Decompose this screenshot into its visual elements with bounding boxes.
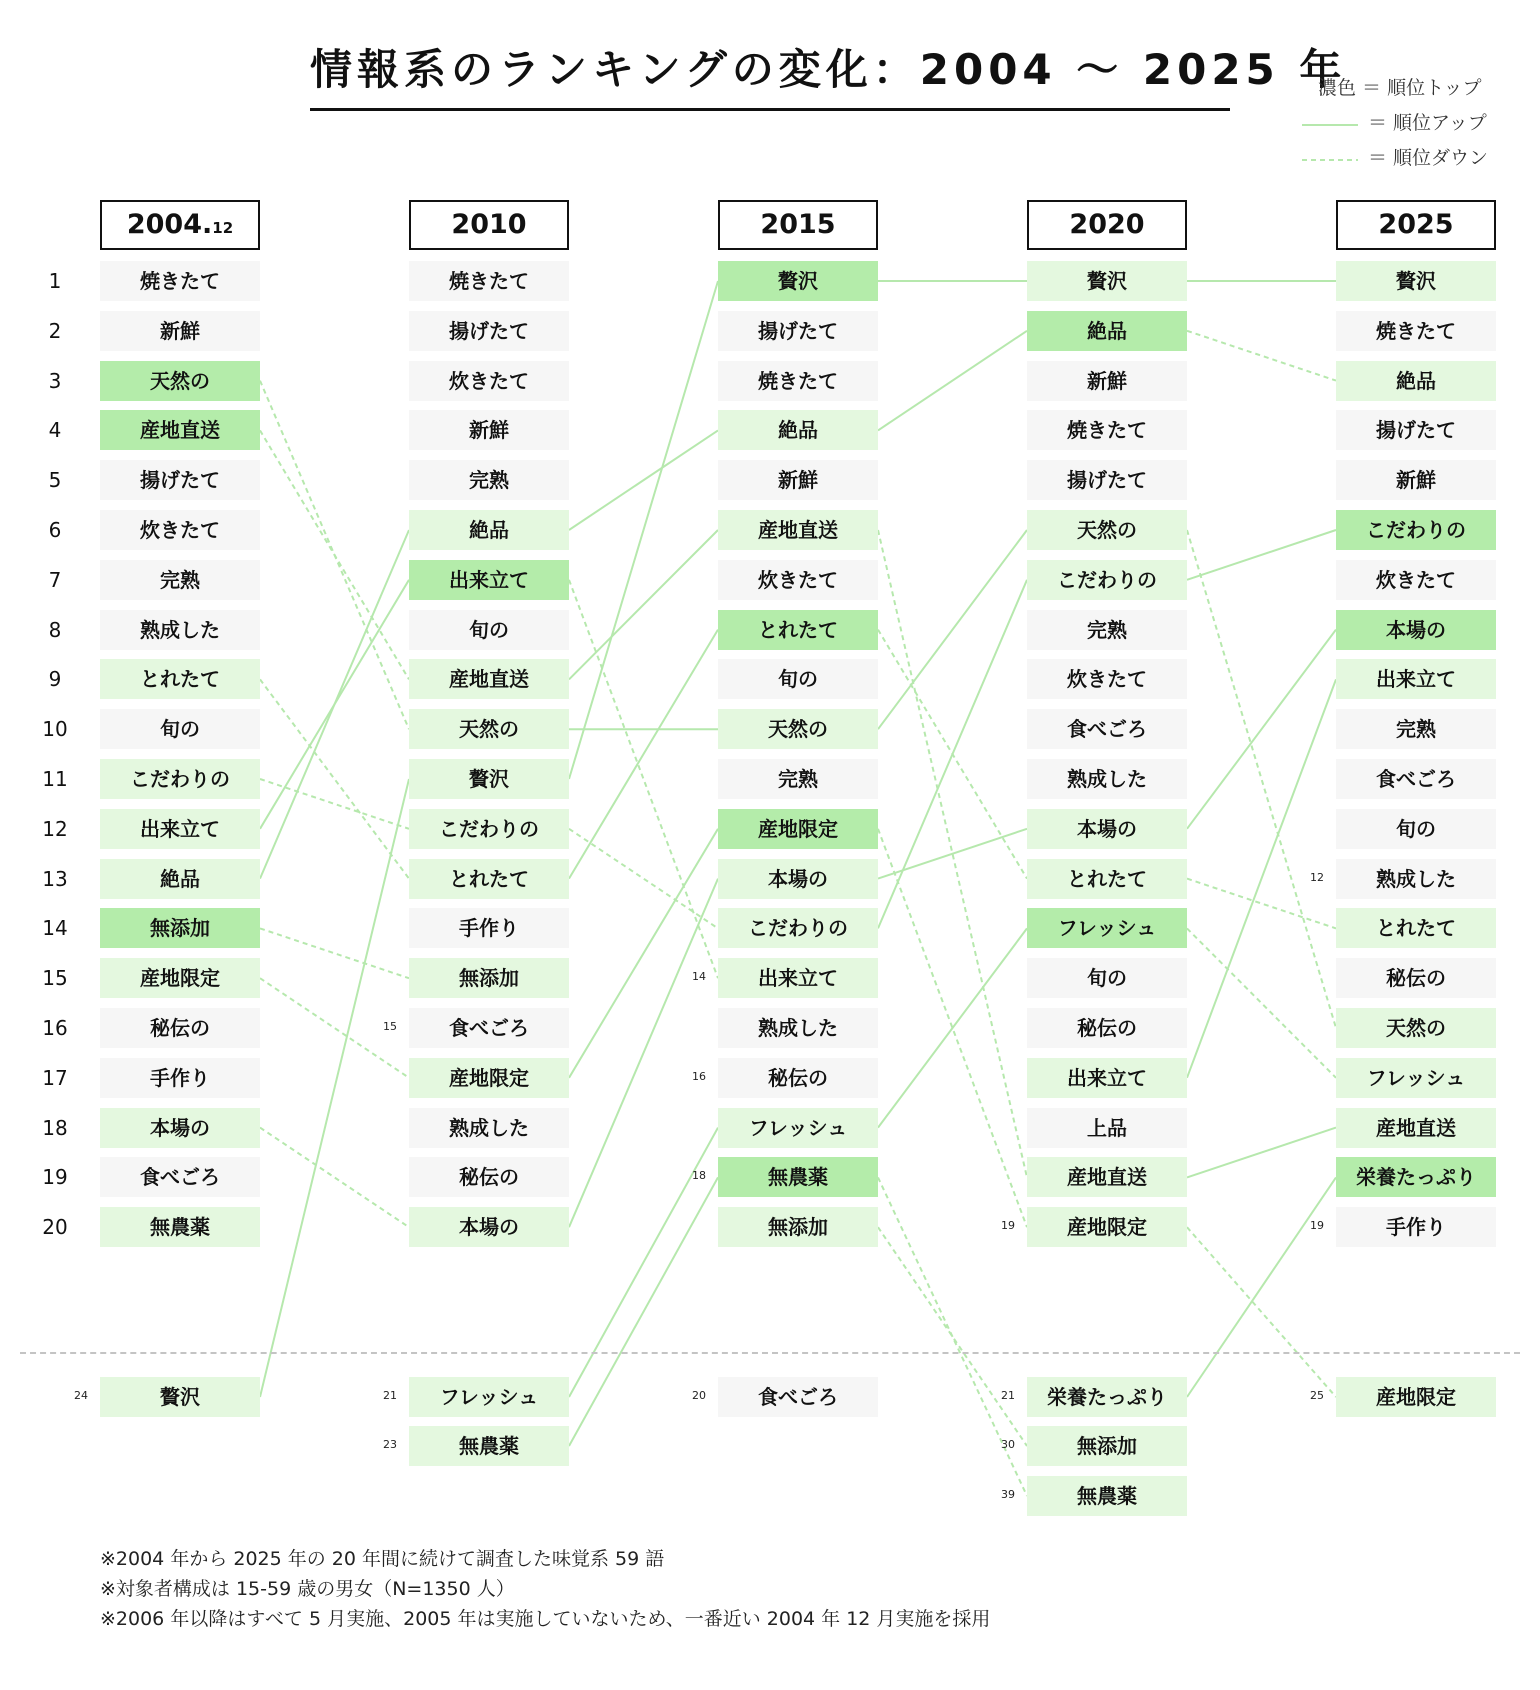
- ranking-item: 絶品: [1336, 361, 1496, 401]
- rank-change-line: [569, 1128, 718, 1397]
- ranking-item: 熟成した: [100, 610, 260, 650]
- rank-change-line: [878, 928, 1027, 1127]
- rank-change-line: [260, 530, 409, 879]
- item-rank-label: 39: [1001, 1488, 1015, 1501]
- rank-change-line: [569, 430, 718, 530]
- ranking-item: 出来立て: [718, 958, 878, 998]
- ranking-item: 完熟: [100, 560, 260, 600]
- ranking-item: 揚げたて: [1336, 410, 1496, 450]
- ranking-item: 出来立て: [409, 560, 569, 600]
- ranking-item: 無添加: [718, 1207, 878, 1247]
- ranking-item: 旬の: [100, 709, 260, 749]
- rank-number: 14: [42, 916, 68, 941]
- item-rank-label: 21: [383, 1389, 397, 1402]
- ranking-item: 無農薬: [409, 1426, 569, 1466]
- ranking-item: 産地限定: [409, 1058, 569, 1098]
- ranking-item: 新鮮: [718, 460, 878, 500]
- ranking-item: 天然の: [718, 709, 878, 749]
- rank-number: 8: [48, 617, 62, 642]
- ranking-item: とれたて: [1027, 859, 1187, 899]
- out-of-top20-divider: [20, 1352, 1520, 1354]
- ranking-item: 焼きたて: [409, 261, 569, 301]
- year-header: [409, 200, 569, 250]
- legend-up-label: ＝ 順位アップ: [1368, 112, 1487, 134]
- ranking-item: フレッシュ: [409, 1377, 569, 1417]
- ranking-item: 天然の: [1336, 1008, 1496, 1048]
- ranking-item: 出来立て: [1336, 659, 1496, 699]
- ranking-item: 炊きたて: [718, 560, 878, 600]
- ranking-item: 食べごろ: [1027, 709, 1187, 749]
- ranking-item: 揚げたて: [718, 311, 878, 351]
- ranking-item: 本場の: [409, 1207, 569, 1247]
- rank-change-line: [1187, 331, 1336, 381]
- ranking-item: 新鮮: [409, 410, 569, 450]
- rank-change-line: [1187, 630, 1336, 829]
- ranking-item: 焼きたて: [718, 361, 878, 401]
- rank-change-line: [260, 779, 409, 1397]
- ranking-item: とれたて: [718, 610, 878, 650]
- item-rank-label: 12: [1310, 870, 1324, 884]
- rank-change-line: [569, 580, 718, 978]
- ranking-item: 無添加: [100, 908, 260, 948]
- ranking-item: 手作り: [1336, 1207, 1496, 1247]
- rank-number: 4: [48, 418, 62, 443]
- ranking-item: 焼きたて: [1336, 311, 1496, 351]
- ranking-item: 新鮮: [1336, 460, 1496, 500]
- rank-change-line: [569, 530, 718, 679]
- year-label: 2025: [1378, 209, 1454, 240]
- ranking-item: 食べごろ: [409, 1008, 569, 1048]
- ranking-item: 秘伝の: [100, 1008, 260, 1048]
- item-rank-label: 30: [1001, 1438, 1015, 1451]
- ranking-item: 食べごろ: [718, 1377, 878, 1417]
- rank-change-line: [260, 928, 409, 978]
- ranking-item: 秘伝の: [409, 1157, 569, 1197]
- rank-number: 18: [42, 1115, 68, 1140]
- ranking-item: とれたて: [100, 659, 260, 699]
- ranking-item: 無農薬: [1027, 1476, 1187, 1516]
- ranking-item: 旬の: [1336, 809, 1496, 849]
- rank-change-line: [878, 580, 1027, 929]
- ranking-item: 旬の: [718, 659, 878, 699]
- ranking-item: 産地直送: [100, 410, 260, 450]
- ranking-item: フレッシュ: [1336, 1058, 1496, 1098]
- ranking-item: こだわりの: [1336, 510, 1496, 550]
- ranking-item: 産地限定: [1027, 1207, 1187, 1247]
- year-header: [1336, 200, 1496, 250]
- ranking-item: 新鮮: [1027, 361, 1187, 401]
- item-rank-label: 15: [383, 1020, 397, 1033]
- ranking-item: 産地直送: [409, 659, 569, 699]
- rank-change-line: [1187, 530, 1336, 1028]
- year-label: 2015: [760, 209, 836, 240]
- year-header: [1027, 200, 1187, 250]
- item-rank-label: 25: [1310, 1389, 1324, 1402]
- year-header: [100, 200, 260, 250]
- ranking-item: 本場の: [1027, 809, 1187, 849]
- ranking-item: フレッシュ: [1027, 908, 1187, 948]
- ranking-item: 秘伝の: [1336, 958, 1496, 998]
- ranking-item: 焼きたて: [100, 261, 260, 301]
- rank-number: 2: [48, 318, 62, 343]
- ranking-item: フレッシュ: [718, 1108, 878, 1148]
- ranking-item: 熟成した: [718, 1008, 878, 1048]
- year-label: 2020: [1069, 209, 1145, 240]
- ranking-item: 産地限定: [1336, 1377, 1496, 1417]
- rank-change-line: [260, 779, 409, 829]
- rank-change-line: [1187, 1128, 1336, 1178]
- ranking-item: 食べごろ: [100, 1157, 260, 1197]
- ranking-item: 贅沢: [718, 261, 878, 301]
- ranking-item: 旬の: [409, 610, 569, 650]
- rank-number: 20: [42, 1215, 68, 1240]
- ranking-item: 栄養たっぷり: [1336, 1157, 1496, 1197]
- ranking-item: 絶品: [1027, 311, 1187, 351]
- ranking-item: 贅沢: [100, 1377, 260, 1417]
- ranking-item: こだわりの: [1027, 560, 1187, 600]
- rank-number: 7: [48, 567, 62, 592]
- rank-number: 17: [42, 1065, 68, 1090]
- legend-down-label: ＝ 順位ダウン: [1368, 147, 1489, 169]
- rank-number: 6: [48, 518, 62, 542]
- item-rank-label: 24: [74, 1389, 88, 1402]
- rank-change-line: [569, 829, 718, 929]
- item-rank-label: 14: [692, 970, 706, 984]
- year-month-label: 12: [212, 219, 234, 237]
- ranking-item: 無添加: [409, 958, 569, 998]
- rank-change-line: [1187, 1177, 1336, 1397]
- rank-number: 16: [42, 1016, 68, 1040]
- ranking-item: 絶品: [409, 510, 569, 550]
- ranking-item: 新鮮: [100, 311, 260, 351]
- ranking-item: 旬の: [1027, 958, 1187, 998]
- ranking-item: 出来立て: [100, 809, 260, 849]
- ranking-item: 熟成した: [1336, 859, 1496, 899]
- item-rank-label: 21: [1001, 1389, 1015, 1402]
- ranking-item: 完熟: [1027, 610, 1187, 650]
- ranking-item: 本場の: [1336, 610, 1496, 650]
- ranking-item: 手作り: [100, 1058, 260, 1098]
- ranking-item: 産地直送: [1027, 1157, 1187, 1197]
- ranking-item: 熟成した: [409, 1108, 569, 1148]
- rank-change-line: [1187, 879, 1336, 929]
- ranking-item: 揚げたて: [409, 311, 569, 351]
- ranking-item: こだわりの: [718, 908, 878, 948]
- rank-change-line: [1187, 1227, 1336, 1397]
- item-rank-label: 19: [1001, 1219, 1015, 1233]
- rank-change-line: [1187, 530, 1336, 580]
- rank-change-line: [569, 281, 718, 779]
- rank-change-line: [878, 829, 1027, 879]
- ranking-item: 天然の: [1027, 510, 1187, 550]
- ranking-item: 揚げたて: [1027, 460, 1187, 500]
- year-label: 2010: [451, 209, 527, 240]
- item-rank-label: 23: [383, 1438, 397, 1451]
- ranking-item: 贅沢: [1027, 261, 1187, 301]
- ranking-item: 揚げたて: [100, 460, 260, 500]
- ranking-item: 本場の: [100, 1108, 260, 1148]
- ranking-item: 熟成した: [1027, 759, 1187, 799]
- rank-change-line: [1187, 928, 1336, 1077]
- rank-number: 19: [42, 1165, 68, 1190]
- item-rank-label: 16: [692, 1069, 706, 1083]
- ranking-item: とれたて: [409, 859, 569, 899]
- rank-number: 10: [42, 717, 68, 742]
- rank-number: 1: [48, 269, 62, 293]
- ranking-item: 栄養たっぷり: [1027, 1377, 1187, 1417]
- rank-number: 13: [42, 866, 68, 891]
- ranking-item: 完熟: [1336, 709, 1496, 749]
- ranking-item: 贅沢: [1336, 261, 1496, 301]
- rank-change-line: [878, 331, 1027, 431]
- rank-change-line: [260, 1128, 409, 1228]
- item-rank-label: 19: [1310, 1219, 1324, 1233]
- ranking-item: 秘伝の: [718, 1058, 878, 1098]
- item-rank-label: 20: [692, 1389, 706, 1402]
- rank-change-line: [569, 630, 718, 879]
- ranking-item: 焼きたて: [1027, 410, 1187, 450]
- ranking-item: 上品: [1027, 1108, 1187, 1148]
- ranking-item: 無農薬: [718, 1157, 878, 1197]
- rank-number: 9: [48, 667, 62, 692]
- ranking-item: 産地限定: [100, 958, 260, 998]
- item-rank-label: 18: [692, 1169, 706, 1183]
- ranking-item: 手作り: [409, 908, 569, 948]
- ranking-item: 本場の: [718, 859, 878, 899]
- rank-change-line: [569, 1177, 718, 1446]
- footnote-2: ※対象者構成は 15-59 歳の男女（N=1350 人）: [100, 1578, 515, 1600]
- rank-number: 5: [48, 468, 62, 493]
- page-title: 情報系のランキングの変化：2004 〜 2025 年: [310, 45, 1347, 94]
- ranking-item: 絶品: [718, 410, 878, 450]
- ranking-item: 完熟: [718, 759, 878, 799]
- rank-number: 3: [48, 368, 62, 393]
- rank-change-line: [260, 679, 409, 878]
- ranking-item: 炊きたて: [1027, 659, 1187, 699]
- footnote-3: ※2006 年以降はすべて 5 月実施、2005 年は実施していないため、一番近い 2004 年 12 月実施を採用: [100, 1608, 991, 1630]
- rank-number: 12: [42, 816, 68, 841]
- ranking-item: 贅沢: [409, 759, 569, 799]
- ranking-item: 炊きたて: [1336, 560, 1496, 600]
- rank-change-line: [260, 430, 409, 679]
- ranking-item: 産地限定: [718, 809, 878, 849]
- rank-number: 15: [42, 966, 68, 991]
- legend-dark-label: 濃色 ＝ 順位トップ: [1318, 77, 1482, 99]
- ranking-item: 出来立て: [1027, 1058, 1187, 1098]
- rank-number: 11: [42, 767, 68, 791]
- ranking-item: 食べごろ: [1336, 759, 1496, 799]
- year-header: [718, 200, 878, 250]
- ranking-item: 天然の: [100, 361, 260, 401]
- ranking-item: 炊きたて: [409, 361, 569, 401]
- footnote-1: ※2004 年から 2025 年の 20 年間に続けて調査した味覚系 59 語: [100, 1548, 665, 1570]
- ranking-item: 産地直送: [718, 510, 878, 550]
- rank-change-line: [569, 829, 718, 1078]
- year-label: 2004.: [126, 209, 213, 240]
- ranking-item: 無添加: [1027, 1426, 1187, 1466]
- ranking-item: とれたて: [1336, 908, 1496, 948]
- ranking-item: 無農薬: [100, 1207, 260, 1247]
- ranking-item: 絶品: [100, 859, 260, 899]
- ranking-item: 完熟: [409, 460, 569, 500]
- ranking-item: こだわりの: [100, 759, 260, 799]
- ranking-item: こだわりの: [409, 809, 569, 849]
- ranking-item: 産地直送: [1336, 1108, 1496, 1148]
- ranking-item: 天然の: [409, 709, 569, 749]
- ranking-item: 炊きたて: [100, 510, 260, 550]
- ranking-item: 秘伝の: [1027, 1008, 1187, 1048]
